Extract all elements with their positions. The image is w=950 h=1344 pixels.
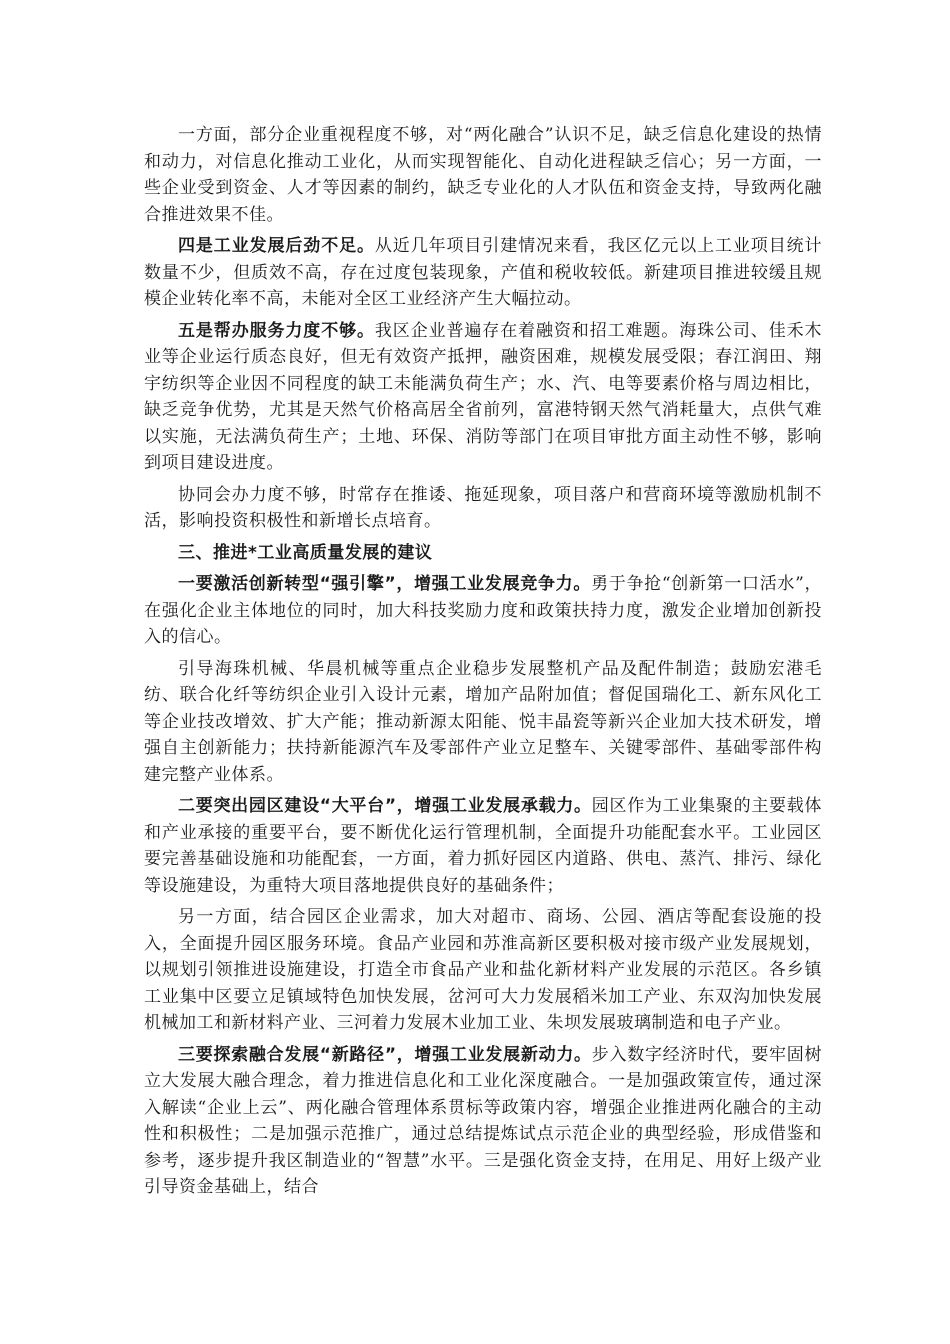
- paragraph: [144, 122, 822, 228]
- paragraph-text: 我区企业普遍存在着融资和招工难题。海珠公司、佳禾木业等企业运行质态良好，但无有效资产抵押，融资困难，规模发展受限；春江润田、翔宇纺织等企业因不同程度的缺工未能满负荷生产；水、汽、电等要素价格与周边相比，缺乏竞争优势，尤其是天然气价格高居全省前列，富港特钢天然气消耗量大，点供气难以实施，无法满负荷生产；土地、环保、消防等部门在项目审批方面主动性不够，影响到项目建设进度。: [144, 320, 823, 473]
- paragraph: [144, 793, 822, 899]
- paragraph-lead: 三要探索融合发展“新路径”，增强工业发展新动力。: [178, 1044, 592, 1065]
- paragraph: [144, 571, 822, 651]
- paragraph-text: 另一方面，结合园区企业需求，加大对超市、商场、公园、酒店等配套设施的投入，全面提升园区服务环境。食品产业园和苏淮高新区要积极对接市级产业发展规划，以规划引领推进设施建设，打造全市食品产业和盐化新材料产业发展的示范区。各乡镇工业集中区要立足镇域特色加快发展，岔河可大力发展稻米加工产业、东双沟加快发展机械加工和新材料产业、三河着力发展木业加工业、朱坝发展玻璃制造和电子产业。: [144, 907, 822, 1033]
- paragraph: [144, 656, 822, 789]
- paragraph-lead: 五是帮办服务力度不够。: [178, 320, 375, 341]
- paragraph-text: 协同会办力度不够，时常存在推诿、拖延现象，项目落户和营商环境等激励机制不活，影响投资积极性和新增长点培育。: [144, 484, 822, 531]
- paragraph-text: 从近几年项目引建情况来看，我区亿元以上工业项目统计数量不少，但质效不高，存在过度包装现象，产值和税收较低。新建项目推进较缓且规模企业转化率不高，未能对全区工业经济产生大幅拉动。: [144, 236, 823, 309]
- document-body: [144, 122, 822, 1206]
- paragraph-text: 勇于争抢“创新第一口活水”，在强化企业主体地位的同时，加大科技奖励力度和政策扶持力度，激发企业增加创新投入的信心。: [144, 574, 822, 647]
- paragraph-lead: 四是工业发展后劲不足。: [178, 236, 375, 256]
- paragraph-lead: 二要突出园区建设“大平台”，增强工业发展承载力。: [178, 796, 592, 816]
- paragraph-lead: 一要激活创新转型“强引擎”，增强工业发展竞争力。: [178, 574, 592, 594]
- section-heading: 三、推进*工业高质量发展的建议: [178, 542, 433, 563]
- paragraph-text: 一方面，部分企业重视程度不够，对“两化融合”认识不足，缺乏信息化建设的热情和动力，对信息化推动工业化，从而实现智能化、自动化进程缺乏信心；另一方面，一些企业受到资金、人才等因素的制约，缺乏专业化的人才队伍和资金支持，导致两化融合推进效果不佳。: [144, 125, 822, 225]
- paragraph: [144, 904, 822, 1037]
- paragraph-text: 引导海珠机械、华晨机械等重点企业稳步发展整机产品及配件制造；鼓励宏港毛纺、联合化纤等纺织企业引入设计元素，增加产品附加值；督促国瑞化工、新东风化工等企业技改增效、扩大产能；推动新源太阳能、悦丰晶瓷等新兴企业加大技术研发，增强自主创新能力；扶持新能源汽车及零部件产业立足整车、关键零部件、基础零部件构建完整产业体系。: [144, 658, 822, 785]
- paragraph: [144, 318, 822, 477]
- paragraph: [144, 482, 822, 535]
- paragraph: [144, 233, 822, 313]
- paragraph-text: 步入数字经济时代，要牢固树立大发展大融合理念，着力推进信息化和工业化深度融合。一是加强政策宣传，通过深入解读“企业上云”、两化融合管理体系贯标等政策内容，增强企业推进两化融合的主动性和积极性；二是加强示范推广，通过总结提炼试点示范企业的典型经验，形成借鉴和参考，逐步提升我区制造业的“智慧”水平。三是强化资金支持，在用足、用好上级产业引导资金基础上，结合: [144, 1044, 822, 1197]
- paragraph-text: 园区作为工业集聚的主要载体和产业承接的重要平台，要不断优化运行管理机制，全面提升功能配套水平。工业园区要完善基础设施和功能配套，一方面，着力抓好园区内道路、供电、蒸汽、排污、绿化等设施建设，为重特大项目落地提供良好的基础条件；: [144, 796, 822, 896]
- paragraph: [144, 1042, 822, 1201]
